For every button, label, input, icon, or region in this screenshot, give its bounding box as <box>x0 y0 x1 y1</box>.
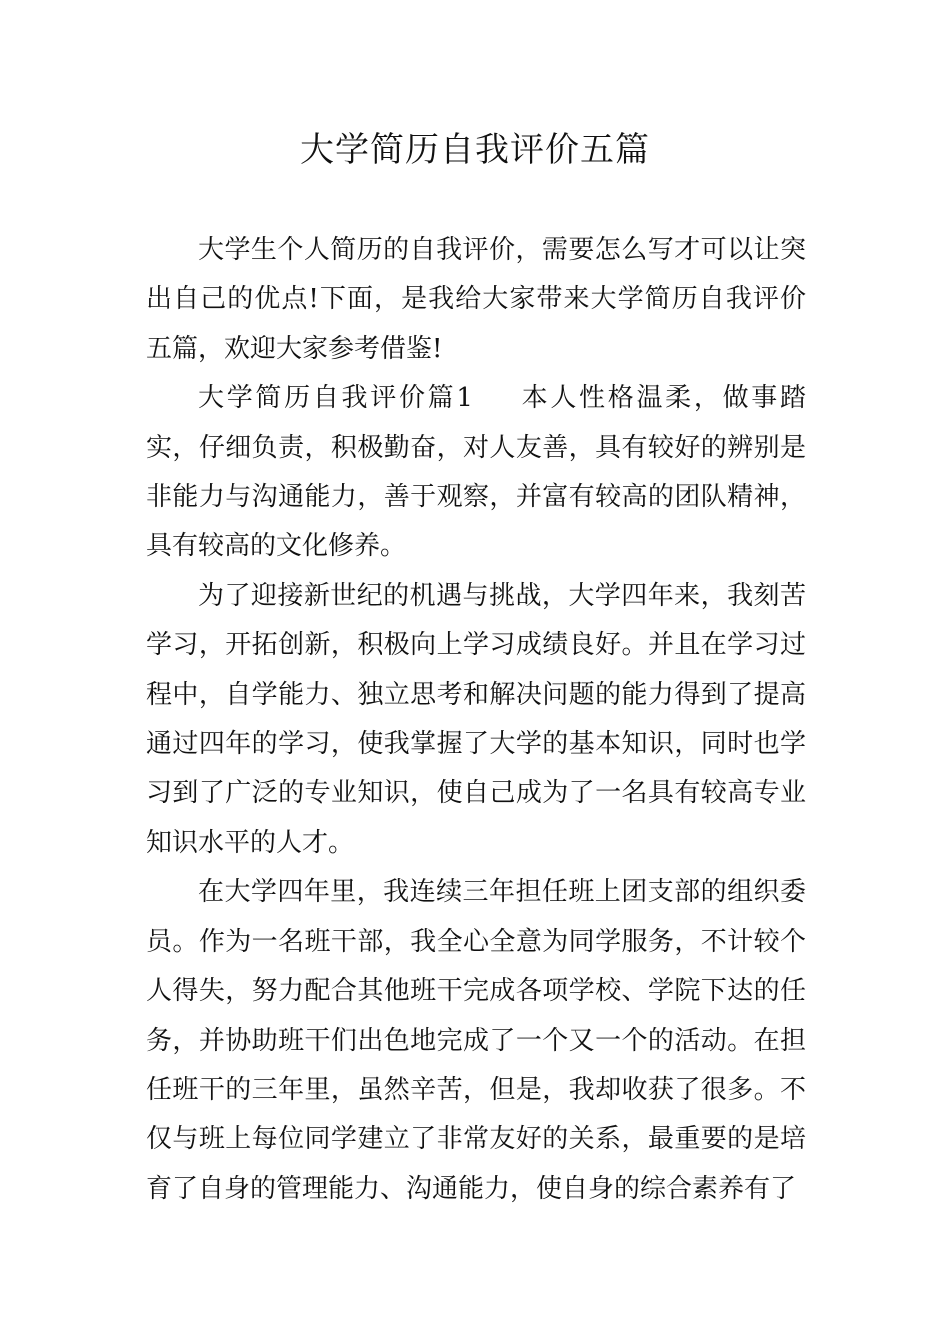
paragraph-text: 在大学四年里，我连续三年担任班上团支部的组织委员。作为一名班干部，我全心全意为同学服务，不计较个人得失，努力配合其他班干完成各项学校、学院下达的任务，并协助班干们出色地完成了一个又一个的活动。在担任班干的三年里，虽然辛苦，但是，我却收获了很多。不仅与班上每位同学建立了非常友好的关系，最重要的是培育了自身的管理能力、沟通能力，使自身的综合素养有了 <box>146 877 806 1204</box>
paragraph-text: 为了迎接新世纪的机遇与挑战，大学四年来，我刻苦学习，开拓创新，积极向上学习成绩良好。并且在学习过程中，自学能力、独立思考和解决问题的能力得到了提高通过四年的学习，使我掌握了大学的基本知识，同时也学习到了广泛的专业知识，使自己成为了一名具有较高专业知识水平的人才。 <box>146 580 806 858</box>
paragraph-section-1 <box>146 374 806 572</box>
paragraph-study <box>146 572 806 868</box>
paragraph-text: 本人性格温柔，做事踏实，仔细负责，积极勤奋，对人友善，具有较好的辨别是非能力与沟通能力，善于观察，并富有较高的团队精神，具有较高的文化修养。 <box>146 383 806 562</box>
document-body <box>146 226 806 1214</box>
document-title: 大学简历自我评价五篇 <box>300 130 650 170</box>
paragraph-text: 大学生个人简历的自我评价，需要怎么写才可以让突出自己的优点!下面，是我给大家带来大学简历自我评价五篇，欢迎大家参考借鉴! <box>146 235 806 364</box>
paragraph-intro <box>146 226 806 374</box>
paragraph-class-committee <box>146 868 806 1214</box>
section-heading: 大学简历自我评价篇1 <box>198 383 473 414</box>
